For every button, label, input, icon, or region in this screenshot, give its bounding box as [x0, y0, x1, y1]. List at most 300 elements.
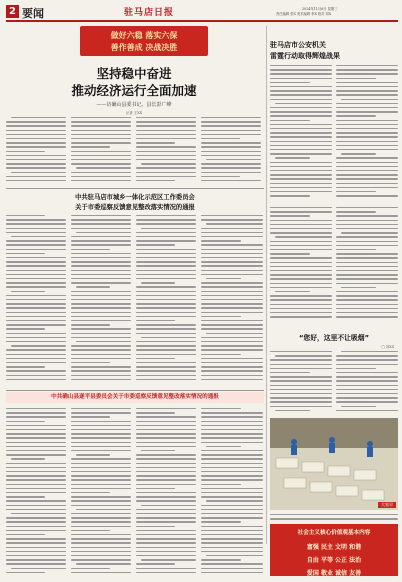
middle-col-4 [201, 214, 263, 386]
body-text-line [270, 389, 332, 390]
body-text-line [71, 219, 131, 220]
body-text-line [201, 370, 263, 371]
body-text-line [201, 421, 263, 422]
body-text-line [201, 425, 263, 426]
body-text-line [201, 551, 263, 552]
body-text-line [6, 244, 66, 245]
photo-caption [270, 513, 398, 522]
body-text-line [201, 257, 263, 258]
body-text-line [71, 253, 131, 254]
body-text-line [71, 412, 131, 413]
body-text-line [76, 509, 131, 510]
body-text-line [206, 223, 263, 224]
body-text-line [71, 333, 131, 334]
body-text-line [136, 176, 196, 177]
body-text-line [6, 299, 66, 300]
body-text-line [136, 479, 196, 480]
body-text-line [6, 307, 66, 308]
body-text-line [136, 130, 196, 131]
middle-col-1 [6, 214, 66, 386]
body-text-line [71, 362, 110, 363]
body-text-line [336, 312, 398, 313]
body-text-line [6, 547, 66, 548]
body-text-line [6, 534, 45, 535]
body-text-line [336, 73, 398, 74]
body-text-line [336, 174, 398, 175]
body-text-line [201, 463, 263, 464]
body-text-line [270, 107, 332, 108]
body-text-line [136, 219, 196, 220]
body-text-line [270, 266, 332, 267]
body-text-line [270, 514, 398, 515]
body-text-line [6, 454, 66, 455]
body-text-line [336, 141, 398, 142]
body-text-line [336, 410, 398, 411]
body-text-line [136, 521, 196, 522]
body-text-line [201, 479, 263, 480]
body-text-line [136, 345, 196, 346]
body-text-line [270, 364, 332, 365]
body-text-line [71, 244, 131, 245]
body-text-line [270, 149, 332, 150]
section-title: 要闻 [22, 7, 44, 20]
body-text-line [71, 324, 110, 325]
body-text-line [336, 380, 398, 381]
body-text-line [270, 397, 332, 398]
body-text-line [201, 228, 263, 229]
body-text-line [336, 278, 398, 279]
body-text-line [201, 320, 263, 321]
body-text-line [6, 257, 66, 258]
body-text-line [136, 563, 175, 564]
body-text-line [201, 249, 263, 250]
body-text-line [6, 167, 66, 168]
body-text-line [270, 376, 332, 377]
body-text-line [11, 513, 66, 514]
body-text-line [71, 303, 131, 304]
body-text-line [201, 270, 263, 271]
body-text-line [201, 130, 261, 131]
banner-line-2: 善作善成 决战决胜 [110, 43, 178, 52]
body-text-line [206, 333, 263, 334]
body-text-line [201, 125, 261, 126]
body-text-line [71, 138, 131, 139]
body-text-line [336, 236, 398, 237]
body-text-line [336, 295, 398, 296]
right-column-divider [266, 26, 267, 544]
bottom-col-3 [136, 407, 196, 577]
body-text-line [136, 551, 196, 552]
body-text-line [71, 496, 131, 497]
body-text-line [201, 559, 241, 560]
body-text-line [336, 262, 398, 263]
body-text-line [136, 538, 196, 539]
body-text-line [201, 433, 263, 434]
body-text-line [136, 412, 175, 413]
body-text-line [136, 454, 196, 455]
body-text-line [201, 484, 241, 485]
right-col-2 [336, 64, 398, 202]
body-text-line [71, 547, 131, 548]
body-text-line [336, 228, 398, 229]
news-photo [270, 418, 398, 510]
body-text-line [341, 406, 376, 407]
body-text-line [275, 157, 310, 158]
body-text-line [336, 111, 398, 112]
body-text-line [336, 308, 398, 309]
body-text-line [201, 312, 263, 313]
body-text-line [71, 463, 131, 464]
body-text-line [201, 155, 261, 156]
body-text-line [275, 236, 332, 237]
body-text-line [136, 547, 196, 548]
body-text-line [336, 266, 398, 267]
body-text-line [136, 433, 196, 434]
body-text-line [336, 257, 398, 258]
right-col-1 [270, 64, 332, 202]
body-text-line [336, 145, 398, 146]
body-text-line [341, 99, 398, 100]
body-text-line [71, 176, 131, 177]
body-text-line [71, 282, 131, 283]
body-text-line [270, 372, 310, 373]
body-text-line [71, 358, 131, 359]
body-text-line [270, 393, 332, 394]
body-text-line [270, 316, 332, 317]
body-text-line [6, 249, 66, 250]
body-text-line [270, 406, 332, 407]
body-text-line [270, 207, 332, 208]
body-text-line [336, 183, 398, 184]
header-rule [6, 20, 398, 22]
body-text-line [270, 270, 332, 271]
body-text-line [336, 245, 398, 246]
body-text-line [141, 163, 196, 164]
body-text-line [270, 136, 332, 137]
body-text-line [201, 215, 263, 216]
body-text-line [336, 86, 398, 87]
body-text-line [270, 111, 332, 112]
body-text-line [136, 134, 196, 135]
body-text-line [6, 159, 66, 160]
body-text-line [6, 138, 66, 139]
body-text-line [201, 316, 241, 317]
body-text-line [71, 458, 131, 459]
body-text-line [6, 572, 45, 573]
body-text-line [141, 450, 175, 451]
body-text-line [201, 568, 263, 569]
body-text-line [201, 253, 263, 254]
body-text-line [270, 262, 332, 263]
body-text-line [270, 94, 332, 95]
body-text-line [71, 146, 110, 147]
header-meta-1: 2024年11月6日 星期三 [302, 7, 338, 11]
body-text-line [76, 341, 131, 342]
body-text-line [201, 467, 263, 468]
body-text-line [6, 370, 66, 371]
body-text-line [136, 261, 196, 262]
body-text-line [6, 475, 66, 476]
body-text-line [270, 145, 332, 146]
body-text-line [6, 354, 66, 355]
body-text-line [201, 151, 261, 152]
section-separator-1 [6, 188, 264, 189]
body-text-line [136, 142, 175, 143]
body-text-line [341, 351, 398, 352]
body-text-line [336, 274, 398, 275]
body-text-line [270, 82, 310, 83]
body-text-line [71, 370, 131, 371]
body-text-line [201, 572, 263, 573]
body-text-line [201, 219, 263, 220]
body-text-line [270, 99, 332, 100]
body-text-line [336, 211, 376, 212]
body-text-line [270, 368, 332, 369]
body-text-line [206, 159, 261, 160]
body-text-line [6, 526, 66, 527]
body-text-line [336, 241, 398, 242]
body-text-line [136, 429, 196, 430]
body-text-line [136, 307, 196, 308]
body-text-line [136, 496, 196, 497]
photo-scene-graphic [270, 418, 398, 510]
body-text-line [71, 265, 131, 266]
body-text-line [136, 437, 196, 438]
body-text-line [136, 286, 196, 287]
lead-col-2 [71, 116, 131, 184]
body-text-line [136, 467, 196, 468]
body-text-line [6, 223, 66, 224]
body-text-line [201, 475, 263, 476]
body-text-line [270, 312, 332, 313]
body-text-line [71, 172, 131, 173]
body-text-line [11, 291, 45, 292]
body-text-line [136, 530, 196, 531]
body-text-line [11, 172, 66, 173]
body-text-line [6, 425, 66, 426]
body-text-line [275, 410, 310, 411]
body-text-line [336, 149, 398, 150]
body-text-line [136, 370, 196, 371]
masthead: 驻马店日报 [124, 8, 175, 18]
body-text-line [71, 379, 131, 380]
body-text-line [270, 86, 332, 87]
body-text-line [336, 178, 398, 179]
body-text-line [6, 215, 45, 216]
body-text-line [136, 341, 196, 342]
body-text-line [270, 232, 332, 233]
body-text-line [341, 153, 376, 154]
body-text-line [6, 538, 66, 539]
body-text-line [136, 354, 196, 355]
body-text-line [136, 534, 196, 535]
body-text-line [6, 282, 66, 283]
body-text-line [71, 408, 131, 409]
body-text-line [270, 115, 332, 116]
body-text-line [136, 244, 175, 245]
body-text-line [201, 341, 263, 342]
body-text-line [336, 166, 398, 167]
bottom-col-2 [71, 407, 131, 577]
body-text-line [71, 163, 131, 164]
body-text-line [6, 563, 66, 564]
body-text-line [71, 117, 131, 118]
body-text-line [201, 366, 263, 367]
body-text-line [71, 320, 131, 321]
body-text-line [141, 505, 196, 506]
body-text-line [6, 286, 66, 287]
body-text-line [6, 303, 66, 304]
body-text-line [201, 299, 263, 300]
body-text-line [136, 249, 196, 250]
body-text-line [71, 425, 131, 426]
body-text-line [136, 475, 196, 476]
body-text-line [136, 500, 196, 501]
body-text-line [201, 167, 261, 168]
body-text-line [336, 132, 398, 133]
body-text-line [336, 124, 398, 125]
body-text-line [270, 124, 332, 125]
bottom-col-4 [201, 407, 263, 577]
body-text-line [71, 278, 131, 279]
body-text-line [6, 450, 66, 451]
body-text-line [6, 278, 66, 279]
body-text-line [336, 136, 398, 137]
body-text-line [270, 153, 332, 154]
body-text-line [201, 286, 263, 287]
body-text-line [136, 492, 196, 493]
body-text-line [136, 117, 196, 118]
body-text-line [71, 479, 131, 480]
body-text-line [136, 278, 196, 279]
body-text-line [6, 375, 66, 376]
body-text-line [136, 215, 196, 216]
body-text-line [6, 437, 66, 438]
body-text-line [275, 103, 332, 104]
body-text-line [71, 312, 131, 313]
right-headline-2: 雷霆行动取得辉煌战果 [270, 52, 340, 60]
body-text-line [141, 337, 196, 338]
body-text-line [136, 303, 196, 304]
body-text-line [201, 240, 241, 241]
banner-line-1: 做好六稳 落实六保 [110, 31, 178, 40]
body-text-line [201, 236, 263, 237]
middle-headline-1: 中共驻马店市城乡一体化示范区工作委员会 [75, 194, 195, 201]
body-text-line [71, 505, 131, 506]
body-text-line [6, 362, 66, 363]
body-text-line [136, 408, 196, 409]
body-text-line [6, 134, 66, 135]
body-text-line [336, 78, 376, 79]
body-text-line [6, 253, 45, 254]
body-text-line [6, 446, 66, 447]
body-text-line [6, 467, 66, 468]
body-text-line [71, 484, 131, 485]
body-text-line [336, 359, 398, 360]
body-text-line [76, 563, 131, 564]
body-text-line [136, 458, 196, 459]
body-text-line [336, 107, 398, 108]
body-text-line [71, 134, 131, 135]
body-text-line [6, 176, 66, 177]
body-text-line [136, 270, 196, 271]
middle-headline-2: 关于市委巡察反馈意见整改落实情况的通报 [75, 204, 195, 211]
body-text-line [201, 429, 263, 430]
body-text-line [71, 257, 131, 258]
body-text-line [71, 270, 131, 271]
middle-col-2 [71, 214, 131, 386]
body-text-line [270, 241, 332, 242]
body-text-line [136, 471, 196, 472]
body-text-line [71, 513, 131, 514]
body-text-line [201, 163, 261, 164]
body-text-line [71, 442, 131, 443]
body-text-line [71, 215, 131, 216]
body-text-line [136, 442, 196, 443]
quote-col-2 [336, 350, 398, 414]
body-text-line [270, 187, 332, 188]
body-text-line [136, 425, 196, 426]
lead-col-3 [136, 116, 196, 184]
body-text-line [201, 117, 261, 118]
body-text-line [201, 146, 261, 147]
body-text-line [270, 128, 332, 129]
body-text-line [336, 397, 398, 398]
body-text-line [71, 492, 110, 493]
body-text-line [270, 141, 332, 142]
body-text-line [336, 195, 398, 196]
body-text-line [71, 572, 131, 573]
body-text-line [270, 174, 332, 175]
body-text-line [6, 505, 66, 506]
body-text-line [71, 551, 131, 552]
body-text-line [136, 446, 196, 447]
body-text-line [270, 211, 332, 212]
body-text-line [71, 542, 131, 543]
body-text-line [71, 274, 131, 275]
body-text-line [336, 283, 398, 284]
body-text-line [71, 180, 131, 181]
body-text-line [76, 232, 131, 233]
body-text-line [71, 337, 131, 338]
body-text-line [136, 257, 196, 258]
body-text-line [201, 379, 263, 380]
core-values-title: 社会主义核心价值观基本内容 [297, 530, 371, 536]
body-text-line [336, 157, 398, 158]
body-text-line [6, 412, 66, 413]
body-text-line [270, 220, 332, 221]
body-text-line [71, 416, 110, 417]
body-text-line [201, 375, 263, 376]
body-text-line [136, 295, 196, 296]
body-text-line [6, 312, 66, 313]
body-text-line [71, 559, 131, 560]
body-text-line [71, 421, 131, 422]
right-col-4 [336, 206, 398, 320]
body-text-line [71, 475, 131, 476]
body-text-line [336, 304, 398, 305]
body-text-line [71, 155, 131, 156]
body-text-line [71, 151, 131, 152]
body-text-line [71, 236, 131, 237]
body-text-line [6, 274, 66, 275]
core-values-line-1: 富强 民主 文明 和谐 [306, 544, 362, 551]
body-text-line [201, 534, 263, 535]
body-text-line [6, 551, 66, 552]
body-text-line [6, 429, 66, 430]
body-text-line [201, 176, 240, 177]
body-text-line [136, 463, 196, 464]
